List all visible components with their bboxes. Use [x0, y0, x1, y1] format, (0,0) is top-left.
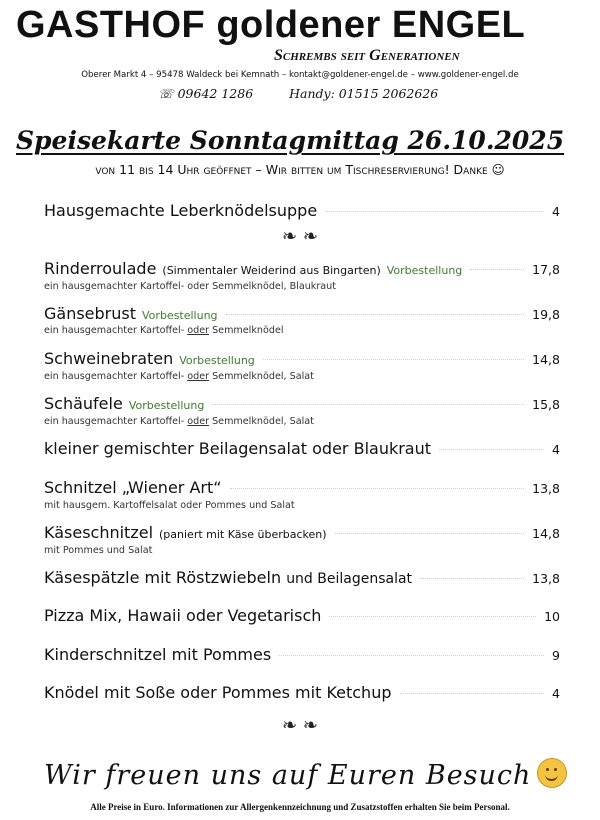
- dish-price: 9: [552, 648, 560, 663]
- dish-name: Pizza Mix, Hawaii oder Vegetarisch: [44, 606, 322, 625]
- dish-name: Käsespätzle mit Röstzwiebeln und Beilagensalat: [44, 568, 413, 587]
- dot-leader: [230, 488, 525, 489]
- dish-description: ein hausgemachter Kartoffel- oder Semmelknödel, Salat: [44, 371, 314, 382]
- preorder-label: Vorbestellung: [179, 354, 255, 367]
- dish-row: [44, 478, 560, 497]
- dish-price: 15,8: [532, 397, 560, 412]
- dish-description: ein hausgemachter Kartoffel- oder Semmelknödel: [44, 325, 284, 336]
- dot-leader: [439, 449, 544, 450]
- dot-leader: [329, 616, 536, 617]
- dish-description: ein hausgemachter Kartoffel- oder Semmelknödel, Salat: [44, 416, 314, 427]
- preorder-label: Vorbestellung: [128, 399, 205, 412]
- dish-description: mit Pommes und Salat: [44, 545, 153, 556]
- opening-hours: von 11 bis 14 Uhr geöffnet – Wir bitten um Tischreservierung! Danke ☺: [95, 162, 505, 177]
- dish-name: Rinderroulade (Simmentaler Weiderind aus Bingarten) Vorbestellung: [44, 259, 463, 278]
- dish-name: Knödel mit Soße oder Pommes mit Ketchup: [44, 683, 392, 702]
- mobile-number: Handy: 01515 2062626: [289, 86, 439, 101]
- smiley-icon: [537, 758, 567, 788]
- preorder-label: Vorbestellung: [386, 264, 463, 277]
- dish-note: (paniert mit Käse überbacken): [159, 528, 327, 541]
- dish-name: kleiner gemischter Beilagensalat oder Blaukraut: [44, 439, 432, 458]
- menu-date: 26.10.2025: [407, 126, 565, 155]
- preorder-label: Vorbestellung: [142, 309, 218, 322]
- ornament-divider: ❧ ❧: [282, 226, 318, 247]
- dish-row: [44, 568, 560, 587]
- footer-note: Alle Preise in Euro. Informationen zur Allergenkennzeichnung und Zusatzstoffen erhalten Sie beim Personal.: [90, 802, 510, 812]
- dot-leader: [470, 269, 524, 270]
- dish-row: [44, 606, 560, 625]
- dish-row: [44, 201, 560, 220]
- dot-leader: [420, 578, 524, 579]
- menu-title: [16, 126, 584, 155]
- ornament-divider: ❧ ❧: [282, 715, 318, 736]
- dish-price: 10: [544, 609, 560, 624]
- dish-price: 4: [552, 686, 560, 701]
- dot-leader: [263, 359, 524, 360]
- dish-price: 17,8: [532, 262, 560, 277]
- dish-note: (Simmentaler Weiderind aus Bingarten): [162, 264, 381, 277]
- dish-description: ein hausgemachter Kartoffel- oder Semmelknödel, Blaukraut: [44, 281, 337, 292]
- dish-row: [44, 304, 560, 323]
- address-line: Oberer Markt 4 – 95478 Waldeck bei Kemnath – kontakt@goldener-engel.de – www.goldener-engel.de: [81, 70, 519, 80]
- restaurant-title: GASTHOF goldener ENGEL: [16, 4, 526, 46]
- dish-price: 4: [552, 442, 560, 457]
- dish-price: 13,8: [532, 571, 560, 586]
- dish-row: [44, 439, 560, 458]
- dish-price: 4: [552, 204, 560, 219]
- dot-leader: [212, 404, 524, 405]
- dish-name: Schweinebraten Vorbestellung: [44, 349, 255, 368]
- closing-text: Wir freuen uns auf Euren Besuch: [44, 760, 532, 791]
- dish-row: [44, 349, 560, 368]
- dish-price: 19,8: [532, 307, 560, 322]
- dish-extra: und Beilagensalat: [286, 571, 413, 587]
- dish-name: Käseschnitzel (paniert mit Käse überbacken): [44, 523, 327, 542]
- dish-price: 14,8: [532, 352, 560, 367]
- dish-row: [44, 683, 560, 702]
- dot-leader: [335, 533, 525, 534]
- dish-name: Gänsebrust Vorbestellung: [44, 304, 218, 323]
- dot-leader: [279, 655, 544, 656]
- dish-row: [44, 394, 560, 413]
- phone-line: [158, 86, 438, 101]
- dish-row: [44, 523, 560, 542]
- dish-row: [44, 645, 560, 664]
- dot-leader: [226, 314, 525, 315]
- restaurant-subtitle: Schrembs seit Generationen: [274, 47, 460, 64]
- dish-name: Kinderschnitzel mit Pommes: [44, 645, 272, 664]
- dish-price: 14,8: [532, 526, 560, 541]
- dish-name: Schäufele Vorbestellung: [44, 394, 205, 413]
- dish-price: 13,8: [532, 481, 560, 496]
- menu-title-text: Speisekarte Sonntagmittag: [16, 126, 399, 155]
- dish-description: mit hausgem. Kartoffelsalat oder Pommes und Salat: [44, 500, 295, 511]
- dot-leader: [400, 693, 545, 694]
- closing-message: [44, 758, 556, 791]
- dish-name: Schnitzel „Wiener Art“: [44, 478, 222, 497]
- dish-name: Hausgemachte Leberknödelsuppe: [44, 201, 318, 220]
- dot-leader: [325, 211, 544, 212]
- dish-row: [44, 259, 560, 278]
- phone-number: ☏ 09642 1286: [158, 86, 254, 101]
